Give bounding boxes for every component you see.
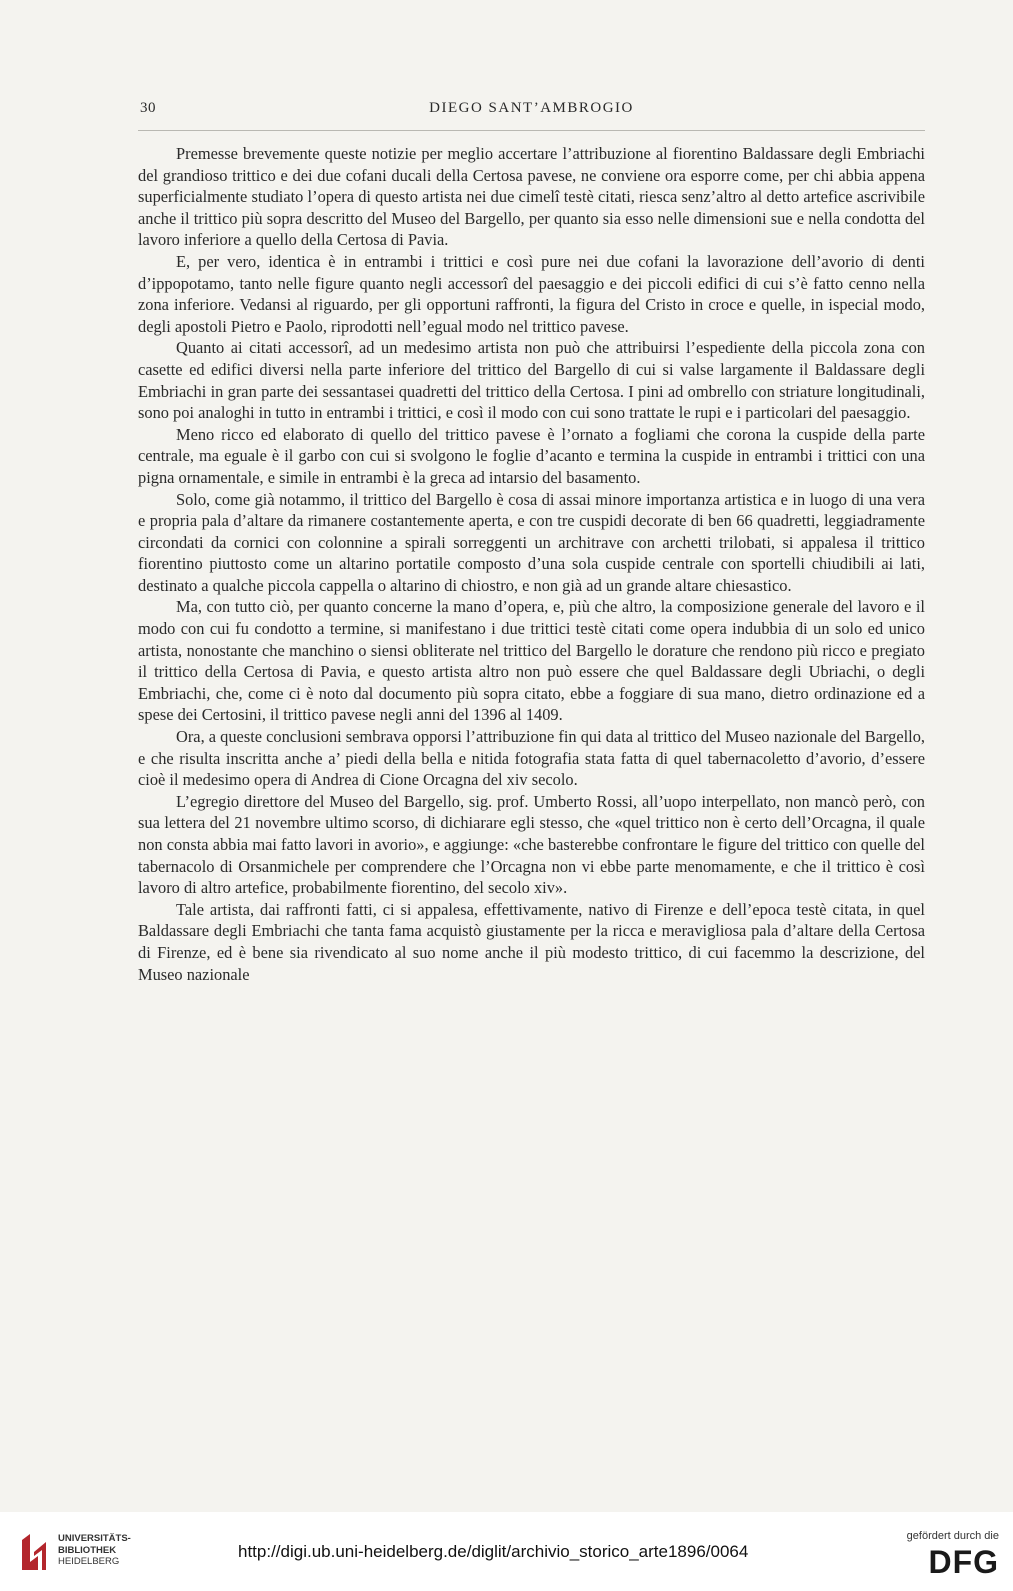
paragraph: Ma, con tutto ciò, per quanto concerne la mano d’opera, e, più che altro, la composizione generale del lavoro e il modo con cui fu condotto a termine, si manifestano i due trittici testè citati come opera indubbia di un solo ed unico artista, nonostante che manchino o siensi obliterate nel trittico del Bargello le dorature che rendono più ricco e pregiato il trittico della Certosa di Pavia, e questo artista altro non può essere che quel Baldassare degli Ubriachi, o degli Embriachi, che, come ci è noto dal documento più sopra citato, ebbe a foggiare di sua mano, dietro ordinazione ed a spese dei Certosini, il trittico pavese negli anni del 1396 al 1409. <box>138 597 925 725</box>
paragraph: Solo, come già notammo, il trittico del Bargello è cosa di assai minore importanza artistica e in luogo di una vera e propria pala d’altare da rimanere costantemente aperta, e con tre cuspidi decorate di ben 66 quadretti, leggiadramente circondati da cornici con colonnine a spirali sorreggenti un architrave con archetti trilobati, si appalesa il trittico fiorentino piuttosto come un altarino portatile composto d’una sola cuspide centrale con sportelli chiudibili ai lati, destinato a qualche piccola cappella o altarino di chiostro, e non già ad un grande altare chiesastico. <box>138 489 925 595</box>
library-name <box>58 1533 131 1568</box>
header-rule <box>138 130 925 131</box>
digitization-footer <box>0 1512 1013 1591</box>
running-title: DIEGO SANT’AMBROGIO <box>429 100 634 116</box>
library-name-line: BIBLIOTHEK <box>58 1544 117 1556</box>
paragraph: Tale artista, dai raffronti fatti, ci si appalesa, effettivamente, nativo di Firenze e dell’epoca testè citata, in quel Baldassare degli Embriachi che tanta fama acquistò giustamente per la ricca e meravigliosa pala d’altare della Certosa di Firenze, ed è bene sia rivendicato al suo nome anche il più modesto trittico, di cui facemmo la descrizione, del Museo nazionale <box>138 899 925 984</box>
sponsor <box>889 1530 999 1580</box>
library-logo-icon <box>18 1532 52 1572</box>
dfg-logo-icon: DFG <box>928 1544 999 1580</box>
sponsor-text: gefördert durch die <box>906 1530 999 1542</box>
library-name-line: UNIVERSITÄTS- <box>58 1533 131 1544</box>
library-name-line: HEIDELBERG <box>58 1556 120 1567</box>
source-url-link[interactable]: http://digi.ub.uni-heidelberg.de/diglit/archivio_storico_arte1896/0064 <box>238 1542 749 1561</box>
paragraph: E, per vero, identica è in entrambi i trittici e così pure nei due cofani la lavorazione dell’avorio di denti d’ippopotamo, tanto nelle figure quanto negli accessorî del paesaggio e dei piccoli edifici di cui s’è fatto cenno nella zona inferiore. Vedansi al riguardo, per gli opportuni raffronti, la figura del Cristo in croce e quelle, in ispecial modo, degli apostoli Pietro e Paolo, riprodotti nell’egual modo nel trittico pavese. <box>138 251 925 336</box>
page-number: 30 <box>140 100 156 116</box>
paragraph: Meno ricco ed elaborato di quello del trittico pavese è l’ornato a fogliami che corona la cuspide della parte centrale, ma eguale è il garbo con cui si svolgono le foglie d’acanto e termina la cuspide in entrambi i trittici con una pigna ornamentale, e simile in entrambi è la greca ad intarsio del basamento. <box>138 424 925 487</box>
paragraph: Premesse brevemente queste notizie per meglio accertare l’attribuzione al fiorentino Baldassare degli Embriachi del grandioso trittico e dei due cofani ducali della Certosa pavese, ne conviene ora esporre come, per chi abbia appena superficialmente studiato l’opera di questo artista nei due cimelî testè citati, riesca senz’altro al detto artefice ascrivibile anche il trittico più sopra descritto del Museo del Bargello, per quanto sia esso nelle dimensioni sue e nella condotta del lavoro inferiore a quello della Certosa di Pavia. <box>138 144 925 250</box>
body-text <box>138 143 925 985</box>
paragraph: Ora, a queste conclusioni sembrava opporsi l’attribuzione fin qui data al trittico del Museo nazionale del Bargello, e che risulta inscritta anche a’ piedi della bella e nitida fotografia stata fatta di quel tabernacoletto d’avorio, d’essere cioè il medesimo opera di Andrea di Cione Orcagna del xiv secolo. <box>138 727 925 790</box>
paragraph: L’egregio direttore del Museo del Bargello, sig. prof. Umberto Rossi, all’uopo interpellato, non mancò però, con sua lettera del 21 novembre ultimo scorso, di dichiarare egli stesso, che «quel trittico non è certo dell’Orcagna, il quale non consta abbia mai fatto lavori in avorio», e aggiunge: «che basterebbe confrontare le figure del trittico con quelle del tabernacolo di Orsanmichele per comprendere che l’Orcagna non vi ebbe parte menomamente, e che il trittico è così lavoro di altro artefice, probabilmente fiorentino, del secolo xiv». <box>138 791 925 898</box>
page-header <box>138 98 925 124</box>
paragraph: Quanto ai citati accessorî, ad un medesimo artista non può che attribuirsi l’espediente della piccola zona con casette ed edifici diversi nella parte inferiore del trittico del Bargello di cui si valse largamente il Baldassare degli Embriachi in gran parte dei sessantasei quadretti del trittico della Certosa. I pini ad ombrello con striature longitudinali, sono poi analoghi in tutto in entrambi i trittici, e così il modo con cui sono trattate le rupi e i particolari del paesaggio. <box>138 338 925 423</box>
